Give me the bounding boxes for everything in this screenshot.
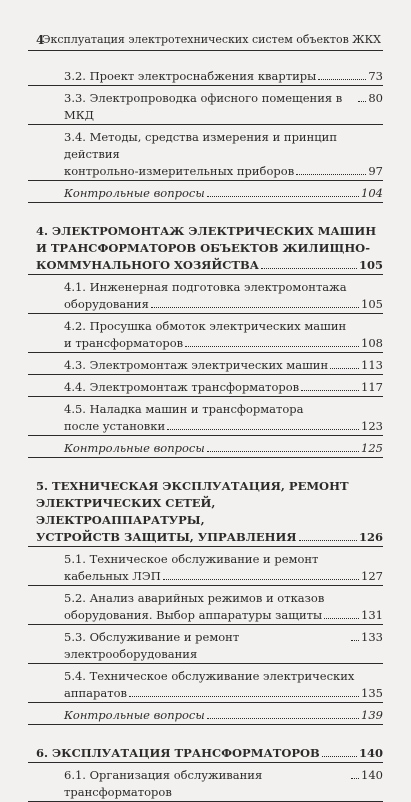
toc-entry-5-4: 5.4. Техническое обслуживание электрических аппаратов 135	[28, 664, 383, 703]
toc-entry-5-2: 5.2. Анализ аварийных режимов и отказов оборудования. Выбор аппаратуры защиты 131	[28, 586, 383, 625]
toc-entry-4-1: 4.1. Инженерная подготовка электромонтажа оборудования 105	[28, 275, 383, 314]
toc-entry-4-4: 4.4. Электромонтаж трансформаторов 117	[28, 375, 383, 397]
toc-entry-3-3: 3.3. Электропроводка офисного помещения в МКД 80	[28, 86, 383, 125]
toc-chapter-6: 6. ЭКСПЛУАТАЦИЯ ТРАНСФОРМАТОРОВ 140	[28, 735, 383, 763]
toc-entry-review-questions-3: Контрольные вопросы 104	[28, 181, 383, 203]
toc-entry-3-4: 3.4. Методы, средства измерения и принцип действия контрольно-измерительных приборов 97	[28, 125, 383, 181]
toc-entry-4-2: 4.2. Просушка обмоток электрических машин и трансформаторов 108	[28, 314, 383, 353]
toc-entry-4-5: 4.5. Наладка машин и трансформатора после установки 123	[28, 397, 383, 436]
page-number: 4	[36, 33, 45, 47]
toc-entry-review-questions-5: Контрольные вопросы 139	[28, 703, 383, 725]
toc-entry-5-1: 5.1. Техническое обслуживание и ремонт кабельных ЛЭП 127	[28, 547, 383, 586]
toc-chapter-5: 5. ТЕХНИЧЕСКАЯ ЭКСПЛУАТАЦИЯ, РЕМОНТ ЭЛЕКТРИЧЕСКИХ СЕТЕЙ, ЭЛЕКТРОАППАРАТУРЫ, УСТРОЙСТВ ЗАЩИТЫ, УПРАВЛЕНИЯ 126	[28, 468, 383, 547]
running-title: Эксплуатация электротехнических систем объектов ЖКХ	[42, 33, 381, 46]
toc-entry-6-1: 6.1. Организация обслуживания трансформаторов 140	[28, 763, 383, 802]
toc-entry-3-2: 3.2. Проект электроснабжения квартиры 73	[28, 52, 383, 86]
toc-entry-review-questions-4: Контрольные вопросы 125	[28, 436, 383, 458]
table-of-contents	[28, 52, 383, 802]
toc-entry-4-3: 4.3. Электромонтаж электрических машин 113	[28, 353, 383, 375]
toc-entry-5-3: 5.3. Обслуживание и ремонт электрооборудования 133	[28, 625, 383, 664]
page-header	[28, 30, 383, 51]
toc-chapter-4: 4. ЭЛЕКТРОМОНТАЖ ЭЛЕКТРИЧЕСКИХ МАШИН И ТРАНСФОРМАТОРОВ ОБЪЕКТОВ ЖИЛИЩНО- КОММУНАЛЬНОГО ХОЗЯЙСТВА 105	[28, 213, 383, 275]
